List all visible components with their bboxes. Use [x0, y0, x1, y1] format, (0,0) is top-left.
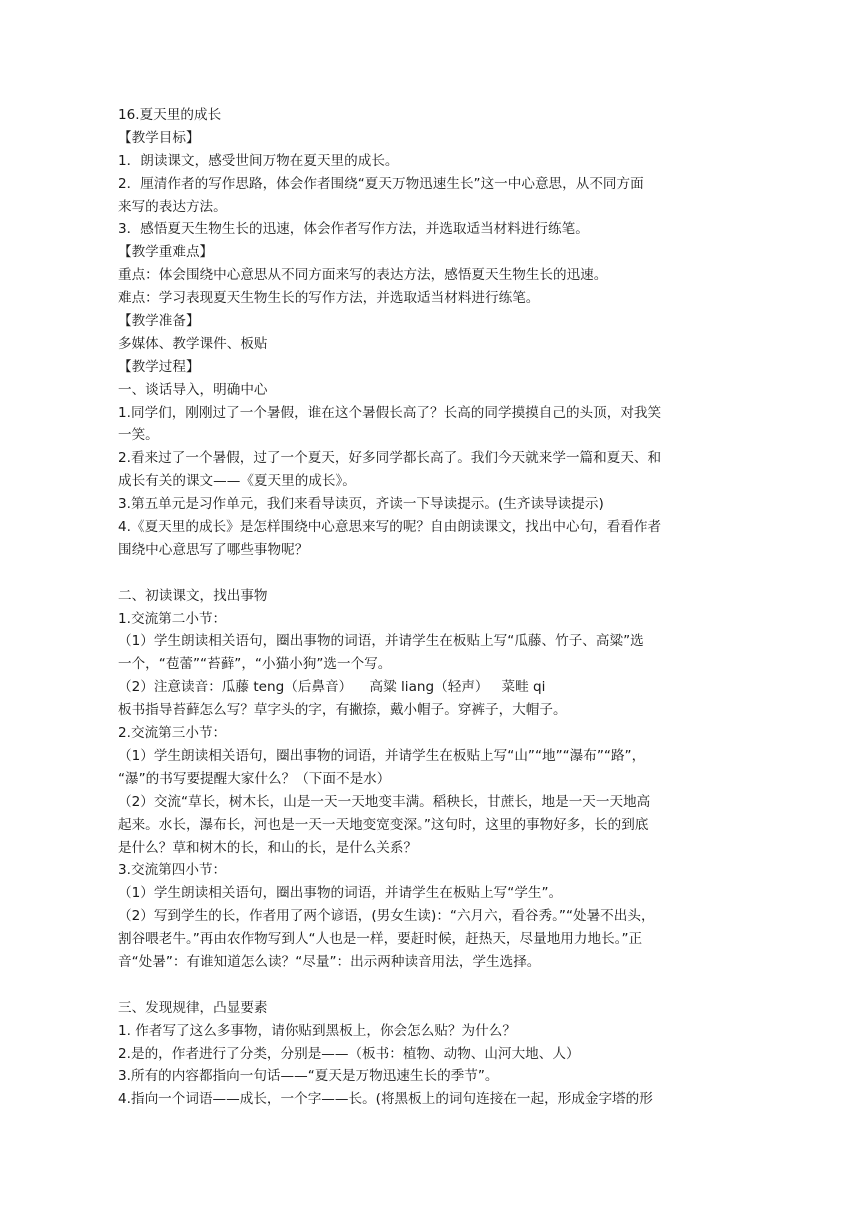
- section-heading-process: 【教学过程】: [118, 358, 200, 375]
- paragraph-line: 一个，“苞蕾”“苔藓”，“小猫小狗”选一个写。: [118, 656, 392, 673]
- paragraph-line: 割谷喂老牛。”再由农作物写到人“人也是一样，要赶时候，赶热天，尽量地用力地长。”正: [118, 931, 643, 948]
- paragraph-line: （1）学生朗读相关语句，圈出事物的词语，并请学生在板贴上写“学生”。: [118, 885, 563, 902]
- paragraph-line: （1）学生朗读相关语句，圈出事物的词语，并请学生在板贴上写“山”“地”“瀑布”“路”，: [118, 747, 646, 764]
- paragraph-line: 板书指导苔藓怎么写？草字头的字，有撇捺，戴小帽子。穿裤子，大帽子。: [118, 702, 567, 719]
- paragraph-line: “瀑”的书写要提醒大家什么？（下面不是水）: [118, 770, 391, 787]
- key-point: 重点：体会围绕中心意思从不同方面来写的表达方法，感悟夏天生物生长的迅速。: [118, 267, 608, 284]
- document-title: 16.夏天里的成长: [118, 107, 222, 123]
- blank-line: [118, 562, 742, 585]
- paragraph-line: 2.是的，作者进行了分类，分别是——（板书：植物、动物、山河大地、人）: [118, 1045, 580, 1062]
- paragraph-line: 起来。水长，瀑布长，河也是一天一天地变宽变深。”这句时，这里的事物好多，长的到底: [118, 816, 649, 833]
- paragraph-line: 1.同学们，刚刚过了一个暑假，谁在这个暑假长高了？长高的同学摸摸自己的头顶，对我笑: [118, 404, 662, 421]
- paragraph-line: 4.《夏天里的成长》是怎样围绕中心意思来写的呢？自由朗读课文，找出中心句，看看作者: [118, 519, 662, 536]
- section-heading-key-points: 【教学重难点】: [118, 244, 214, 261]
- goal-item: 2．厘清作者的写作思路，体会作者围绕“夏天万物迅速生长”这一中心意思，从不同方面: [118, 175, 644, 192]
- prep-text: 多媒体、教学课件、板贴: [118, 335, 268, 352]
- paragraph-line: （2）注意读音：瓜藤 teng（后鼻音） 高粱 liang（轻声） 菜畦 qi: [118, 679, 546, 696]
- document-page: [118, 104, 742, 1111]
- paragraph-line: 1.交流第二小节：: [118, 610, 227, 627]
- paragraph-line: （1）学生朗读相关语句，圈出事物的词语，并请学生在板贴上写“瓜藤、竹子、高粱”选: [118, 633, 644, 650]
- goal-item: 1．朗读课文，感受世间万物在夏天里的成长。: [118, 152, 399, 169]
- goal-item-continued: 来写的表达方法。: [118, 198, 227, 215]
- paragraph-line: 围绕中心意思写了哪些事物呢？: [118, 541, 309, 558]
- paragraph-line: 3.交流第四小节：: [118, 862, 227, 879]
- paragraph-line: 是什么？草和树木的长，和山的长，是什么关系？: [118, 839, 418, 856]
- blank-line: [118, 974, 742, 997]
- part-heading: 二、初读课文，找出事物: [118, 587, 268, 604]
- paragraph-line: （2）写到学生的长，作者用了两个谚语，(男女生读)：“六月六，看谷秀。”“处暑不出头，: [118, 908, 655, 925]
- paragraph-line: 一笑。: [118, 427, 159, 444]
- paragraph-line: （2）交流“草长，树木长，山是一天一天地变丰满。稻秧长，甘蔗长，地是一天一天地高: [118, 793, 651, 810]
- paragraph-line: 1. 作者写了这么多事物，请你贴到黑板上，你会怎么贴？为什么？: [118, 1022, 516, 1039]
- part-heading: 一、谈话导入，明确中心: [118, 381, 268, 398]
- section-heading-prep: 【教学准备】: [118, 313, 200, 330]
- paragraph-line: 3.第五单元是习作单元，我们来看导读页，齐读一下导读提示。(生齐读导读提示): [118, 496, 604, 513]
- paragraph-line: 成长有关的课文——《夏天里的成长》。: [118, 473, 356, 490]
- paragraph-line: 2.看来过了一个暑假，过了一个夏天，好多同学都长高了。我们今天就来学一篇和夏天、和: [118, 450, 662, 467]
- goal-item: 3．感悟夏天生物生长的迅速，体会作者写作方法，并选取适当材料进行练笔。: [118, 221, 589, 238]
- paragraph-line: 2.交流第三小节：: [118, 725, 227, 742]
- paragraph-line: 3.所有的内容都指向一句话——“夏天是万物迅速生长的季节”。: [118, 1068, 499, 1085]
- part-heading: 三、发现规律，凸显要素: [118, 999, 268, 1016]
- difficult-point: 难点：学习表现夏天生物生长的写作方法，并选取适当材料进行练笔。: [118, 290, 540, 307]
- paragraph-line: 4.指向一个词语——成长，一个字——长。(将黑板上的词句连接在一起，形成金字塔的形: [118, 1091, 653, 1108]
- section-heading-goals: 【教学目标】: [118, 129, 200, 146]
- paragraph-line: 音“处暑”：有谁知道怎么读？“尽量”：出示两种读音用法，学生选择。: [118, 953, 541, 970]
